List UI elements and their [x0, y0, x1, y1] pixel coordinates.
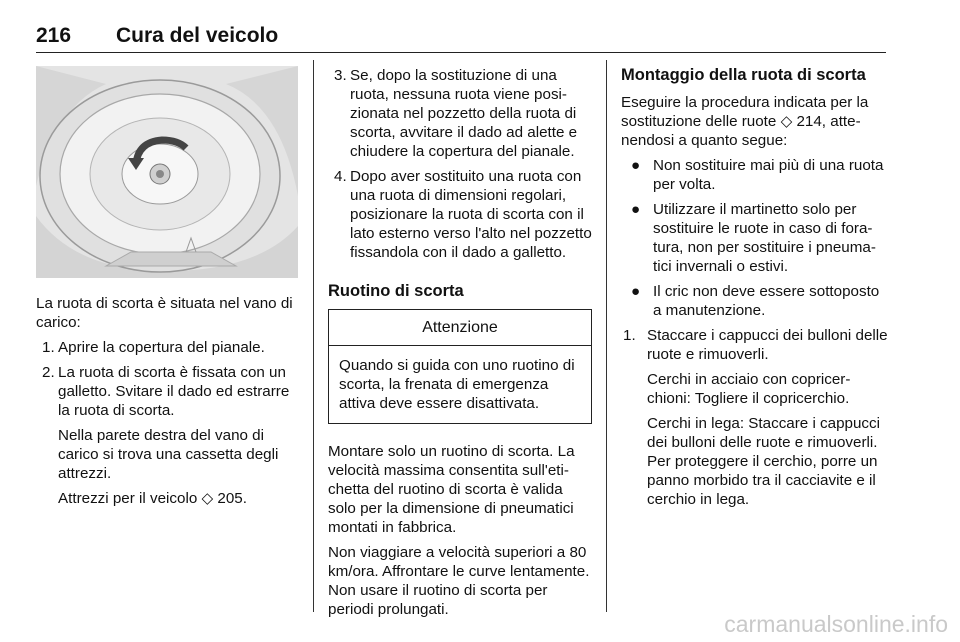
- page-title: Cura del veicolo: [116, 24, 279, 47]
- step-text: Aprire la copertura del pianale.: [58, 339, 265, 356]
- warning-box: [328, 309, 592, 424]
- step-note: Cerchi in acciaio con copricerchioni: Togliere il copricerchio.: [647, 371, 851, 407]
- step-list: [328, 66, 592, 262]
- column-left: [36, 66, 300, 508]
- section-heading: Montaggio della ruota di scorta: [621, 66, 866, 84]
- step-note: Nella parete destra del vano di carico si trova una cassetta degli attrezzi.: [58, 427, 279, 482]
- step-number: 1.: [42, 339, 55, 356]
- page-number: 216: [36, 24, 72, 47]
- step-text: Se, dopo la sostituzione di una ruota, nessuna ruota viene posizionata nel pozzetto della ruota di scorta, avvitare il dado ad alette e chiudere la copertura del pianale.: [350, 67, 578, 160]
- warning-text: Quando si guida con uno ruotino di scorta, la frenata di emergenza attiva deve essere disattivata.: [339, 357, 575, 412]
- list-item: [621, 156, 889, 194]
- list-item: [36, 338, 300, 357]
- step-note: Attrezzi per il veicolo ◇ 205.: [58, 490, 247, 507]
- bullet-text: Il cric non deve essere sottoposto a manutenzione.: [653, 283, 880, 319]
- bullet-text: Non sostituire mai più di una ruota per volta.: [653, 157, 884, 193]
- step-number: 2.: [42, 364, 55, 381]
- spare-wheel-well-illustration: [36, 66, 298, 278]
- step-number: 1.: [623, 327, 636, 344]
- column-middle: [328, 66, 592, 619]
- step-number: 4.: [334, 168, 347, 185]
- list-item: [621, 326, 889, 509]
- section-heading: Ruotino di scorta: [328, 282, 464, 300]
- list-item: [621, 200, 889, 276]
- step-list: [36, 338, 300, 508]
- list-item: [328, 167, 592, 262]
- figure-caption: La ruota di scorta è situata nel vano di carico:: [36, 295, 293, 331]
- step-number: 3.: [334, 67, 347, 84]
- paragraph: Non viaggiare a velocità superiori a 80 km/ora. Affrontare le curve lentamente. Non usare il ruotino di scorta per periodi prolungati.: [328, 544, 590, 618]
- warning-title: Attenzione: [329, 310, 591, 346]
- paragraph: Montare solo un ruotino di scorta. La velocità massima consentita sull'etichetta del ruotino di scorta è valida solo per la dimensione di pneumatici montati in fabbrica.: [328, 443, 575, 536]
- step-text: Dopo aver sostituito una ruota con una ruota di dimensioni regolari, posizionare la ruota di scorta con il lato esterno verso l'alto nel pozzetto fissandola con il dado a galletto.: [350, 168, 592, 261]
- step-note: Cerchi in lega: Staccare i cappucci dei bulloni delle ruote e rimuoverli. Per proteggere il cerchio, porre un panno morbido tra il cacciavite e il cerchio in lega.: [647, 415, 880, 508]
- column-divider: [313, 60, 314, 612]
- step-text: La ruota di scorta è fissata con un galletto. Svitare il dado ed estrarre la ruota di scorta.: [58, 364, 290, 419]
- bullet-text: Utilizzare il martinetto solo per sostituire le ruote in caso di foratura, non per sostituire i pneumatici invernali o estivi.: [653, 201, 876, 275]
- page-header: [36, 22, 886, 53]
- bullet-icon: ●: [631, 201, 641, 218]
- list-item: [36, 363, 300, 508]
- watermark: carmanualsonline.info: [724, 611, 948, 637]
- bullet-icon: ●: [631, 283, 641, 300]
- list-item: [328, 66, 592, 161]
- step-list: [621, 326, 889, 509]
- bullet-icon: ●: [631, 157, 641, 174]
- column-right: [621, 66, 889, 509]
- step-text: Staccare i cappucci dei bulloni delle ruote e rimuoverli.: [647, 327, 888, 363]
- intro-paragraph: Eseguire la procedura indicata per la sostituzione delle ruote ◇ 214, attenendosi a quanto segue:: [621, 94, 869, 149]
- column-divider: [606, 60, 607, 612]
- list-item: [621, 282, 889, 320]
- bullet-list: [621, 156, 889, 320]
